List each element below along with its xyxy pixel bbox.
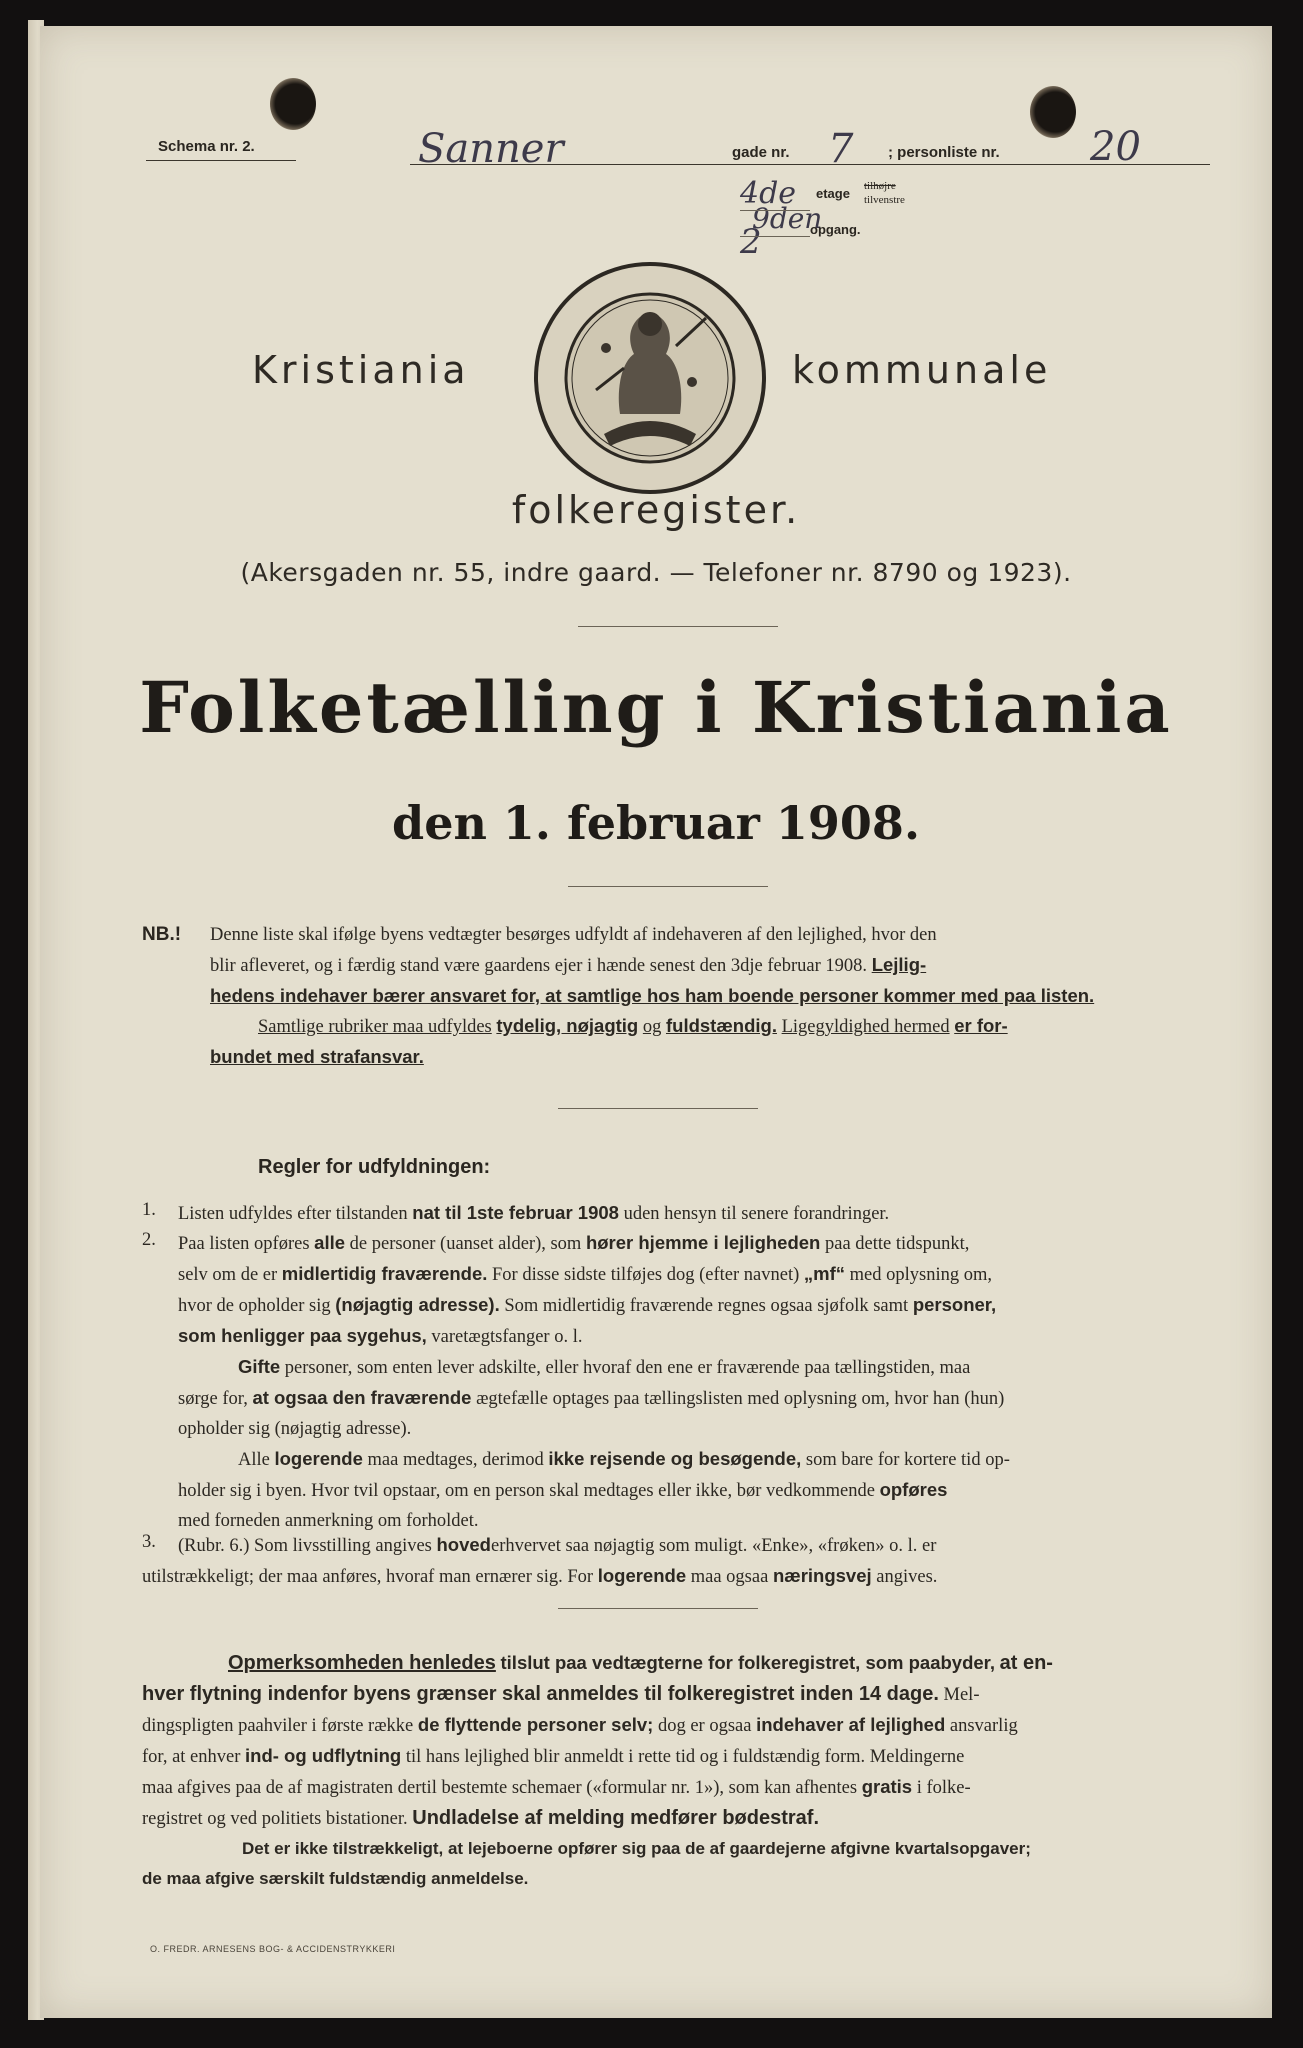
rule-1 (178, 1198, 1148, 1229)
r2-l2a: selv om de er (178, 1265, 278, 1285)
punch-hole-left (270, 78, 316, 130)
r2-l3a: hvor de opholder sig (178, 1296, 331, 1316)
notice-l4c: til hans lejlighed blir anmeldt i rette tid og i fuldstændig form. Meldingerne (405, 1747, 965, 1767)
r2-l9a: holder sig i byen. Hvor tvil opstaar, om en person skal medtages eller ikke, bør vedkommende (178, 1481, 875, 1501)
r2-l8c: maa medtages, derimod (367, 1450, 544, 1470)
tilhojre-label: tilhøjre (864, 180, 896, 192)
opgang-handwritten: 2 (740, 222, 762, 262)
rule-2-line-10: med forneden anmerkning om forholdet. (178, 1511, 479, 1531)
nb-line-4d: fuldstændig. (665, 1015, 777, 1036)
tilvenstre-label: tilvenstre (864, 194, 905, 206)
notice-l1c: at en- (999, 1652, 1053, 1674)
notice-l4b: ind- og udflytning (245, 1745, 402, 1766)
schema-label: Schema nr. 2. (158, 138, 255, 155)
rule-2-line-2 (178, 1259, 1148, 1290)
rule-3 (142, 1530, 1148, 1592)
r3-l1c: erhvervet saa nøjagtig som muligt. «Enke», «frøken» o. l. er (490, 1536, 937, 1556)
nb-line-4 (210, 1011, 1148, 1042)
opgang-underline (740, 236, 810, 237)
r2-l6c: ægtefælle optages paa tællingslisten med oplysning om, hvor han (hun) (476, 1389, 1005, 1409)
census-form-page (40, 26, 1272, 2018)
r2-l4a: som henligger paa sygehus, (178, 1325, 427, 1346)
nb-line-2a: blir afleveret, og i færdig stand være gaardens ejer i hænde senest den 3dje februar 1908. (210, 956, 868, 976)
r2-l8b: logerende (274, 1448, 363, 1469)
masthead-kristiania: Kristiania (252, 348, 470, 392)
personliste-number-handwritten: 20 (1090, 124, 1141, 170)
nb-line-4b: tydelig, nøjagtig (496, 1015, 639, 1036)
nb-line-4a: Samtlige rubriker maa udfyldes (258, 1017, 492, 1037)
r2-l6a: sørge for, (178, 1389, 248, 1409)
rule-2-line-4 (178, 1321, 1148, 1352)
nb-line-2 (210, 950, 1148, 981)
r2-l5a: Gifte (238, 1356, 281, 1377)
census-title: Folketælling i Kristiania (139, 666, 1173, 749)
r3-l2a: utilstrækkeligt; der maa anføres, hvoraf man ernærer sig. For (142, 1567, 594, 1587)
notice-l4a: for, at enhver (142, 1747, 241, 1767)
notice-l1a: Opmerksomheden henledes (228, 1652, 496, 1674)
r2-l2c: For disse sidste tilføjes dog (efter navnet) (492, 1265, 800, 1285)
personliste-label: ; personliste nr. (888, 144, 1000, 161)
masthead-kommunale: kommunale (792, 348, 1052, 392)
r2-l5b: personer, som enten lever adskilte, eller hvoraf den ene er fraværende paa tællingstiden, maa (284, 1358, 971, 1378)
notice-line-1 (142, 1648, 1148, 1679)
kristiania-city-seal (530, 258, 770, 498)
rule-3-number: 3. (142, 1532, 156, 1552)
etage-underline (740, 210, 810, 211)
folkeregister-heading: folkeregister. (511, 488, 801, 532)
notice-l2b: Mel- (943, 1685, 980, 1705)
notice-line-7: Det er ikke tilstrækkeligt, at lejeboerne opfører sig paa de af gaardejerne afgivne kvartalsopgaver; (242, 1839, 1031, 1858)
r3-l2e: angives. (876, 1567, 938, 1587)
rule-3-line-1 (178, 1530, 1148, 1561)
r2-l2e: med oplysning om, (849, 1265, 992, 1285)
r2-l8e: som bare for kortere tid op- (805, 1450, 1010, 1470)
rule-2-line-3 (178, 1290, 1148, 1321)
r2-l4b: varetægtsfanger o. l. (431, 1327, 583, 1347)
notice-l6b: Undladelse af melding medfører bødestraf. (412, 1807, 820, 1829)
address-line: (Akersgaden nr. 55, indre gaard. — Telefoner nr. 8790 og 1923). (240, 558, 1072, 587)
rule-2 (178, 1228, 1148, 1536)
rules-heading: Regler for udfyldningen: (258, 1156, 491, 1178)
rule-2-line-9 (178, 1475, 1148, 1506)
r2-l3c: Som midlertidig fraværende regnes ogsaa sjøfolk samt (504, 1296, 909, 1316)
header-underline (410, 164, 1210, 165)
nb-line-5: bundet med strafansvar. (210, 1046, 424, 1067)
gade-number-handwritten: 7 (828, 126, 854, 172)
gade-label: gade nr. (732, 144, 790, 161)
nb-paragraph (210, 920, 1148, 1072)
rule-1c: uden hensyn til senere forandringer. (623, 1204, 890, 1224)
dor-handwritten: 9den (752, 202, 823, 235)
opgang-label: opgang. (810, 222, 861, 237)
printer-imprint: O. FREDR. ARNESENS BOG- & ACCIDENSTRYKKERI (150, 1944, 396, 1954)
notice-l3e: ansvarlig (949, 1716, 1018, 1736)
nb-line-4f: er for- (954, 1015, 1008, 1036)
nb-line-3: hedens indehaver bærer ansvaret for, at samtlige hos ham boende personer kommer med paa listen. (210, 985, 1095, 1006)
notice-line-5 (142, 1772, 1148, 1803)
notice-line-4 (142, 1741, 1148, 1772)
notice-l3d: indehaver af lejlighed (756, 1714, 946, 1735)
r3-l1b: hoved (436, 1534, 491, 1555)
r3-l2d: næringsvej (772, 1565, 872, 1586)
nb-line-1: Denne liste skal ifølge byens vedtægter besørges udfyldt af indehaveren af den lejlighed, hvor den (210, 925, 937, 945)
r2-l6b: at ogsaa den fraværende (252, 1387, 472, 1408)
separator-1 (578, 626, 778, 627)
notice-l6a: registret og ved politiets bistationer. (142, 1809, 408, 1829)
r2-l1d: hører hjemme i lejligheden (585, 1232, 821, 1253)
census-date: den 1. februar 1908. (392, 796, 920, 850)
nb-line-4c: og (642, 1017, 662, 1037)
notice-l5c: i folke- (916, 1778, 971, 1798)
rule-2-line-1 (178, 1228, 1148, 1259)
schema-underline (146, 160, 296, 161)
r2-l1c: de personer (uanset alder), som (349, 1234, 582, 1254)
rule-1a: Listen udfyldes efter tilstanden (178, 1204, 408, 1224)
street-name-handwritten: Sanner (418, 126, 564, 172)
r3-l2b: logerende (597, 1565, 687, 1586)
nb-line-4e: Ligegyldighed hermed (781, 1017, 950, 1037)
notice-line-6 (142, 1803, 1148, 1834)
r2-l3d: personer, (912, 1294, 997, 1315)
r3-l2c: maa ogsaa (690, 1567, 769, 1587)
notice-l5b: gratis (861, 1776, 913, 1797)
rule-3-line-2 (142, 1561, 1148, 1592)
separator-3 (558, 1108, 758, 1109)
notice-l3c: dog er ogsaa (657, 1716, 752, 1736)
r2-l9b: opføres (879, 1479, 948, 1500)
notice-line-2 (142, 1679, 1148, 1710)
r2-l8a: Alle (238, 1450, 270, 1470)
nb-line-2b: Lejlig- (871, 954, 927, 975)
r2-l2d: „mf“ (803, 1263, 846, 1284)
rule-1b: nat til 1ste februar 1908 (412, 1202, 619, 1223)
r2-l2b: midlertidig fraværende. (281, 1263, 488, 1284)
rule-2-line-6 (178, 1383, 1148, 1414)
rule-2-number: 2. (142, 1230, 156, 1250)
r2-l1e: paa dette tidspunkt, (824, 1234, 970, 1254)
notice-l3b: de flyttende personer selv; (417, 1714, 654, 1735)
etage-handwritten: 4de (740, 176, 797, 211)
notice-l2a: hver flytning indenfor byens grænser skal anmeldes til folkeregistret inden 14 dage. (142, 1683, 939, 1705)
r2-l1a: Paa listen opføres (178, 1234, 310, 1254)
r2-l3b: (nøjagtig adresse). (335, 1294, 500, 1315)
notice-l1b: tilslut paa vedtægterne for folkeregistret, som paabyder, (500, 1652, 995, 1673)
r2-l1b: alle (314, 1232, 346, 1253)
rule-1-number: 1. (142, 1200, 156, 1220)
notice-l5a: maa afgives paa de af magistraten dertil bestemte schemaer («formular nr. 1»), som kan afhentes (142, 1778, 858, 1798)
rule-2-line-5 (178, 1352, 1148, 1383)
punch-hole-right (1030, 86, 1076, 138)
rule-2-line-8 (178, 1444, 1148, 1475)
notice-line-8: de maa afgive særskilt fuldstændig anmeldelse. (142, 1869, 529, 1888)
rule-2-line-7: opholder sig (nøjagtig adresse). (178, 1419, 412, 1439)
nb-label: NB.! (142, 924, 182, 945)
r2-l8d: ikke rejsende og besøgende, (548, 1448, 802, 1469)
notice-l3a: dingspligten paahviler i første række (142, 1716, 414, 1736)
etage-label: etage (816, 186, 850, 201)
separator-4 (558, 1608, 758, 1609)
moving-notice (142, 1648, 1148, 1894)
separator-2 (568, 886, 768, 887)
notice-line-3 (142, 1710, 1148, 1741)
r3-l1a: (Rubr. 6.) Som livsstilling angives (178, 1536, 432, 1556)
